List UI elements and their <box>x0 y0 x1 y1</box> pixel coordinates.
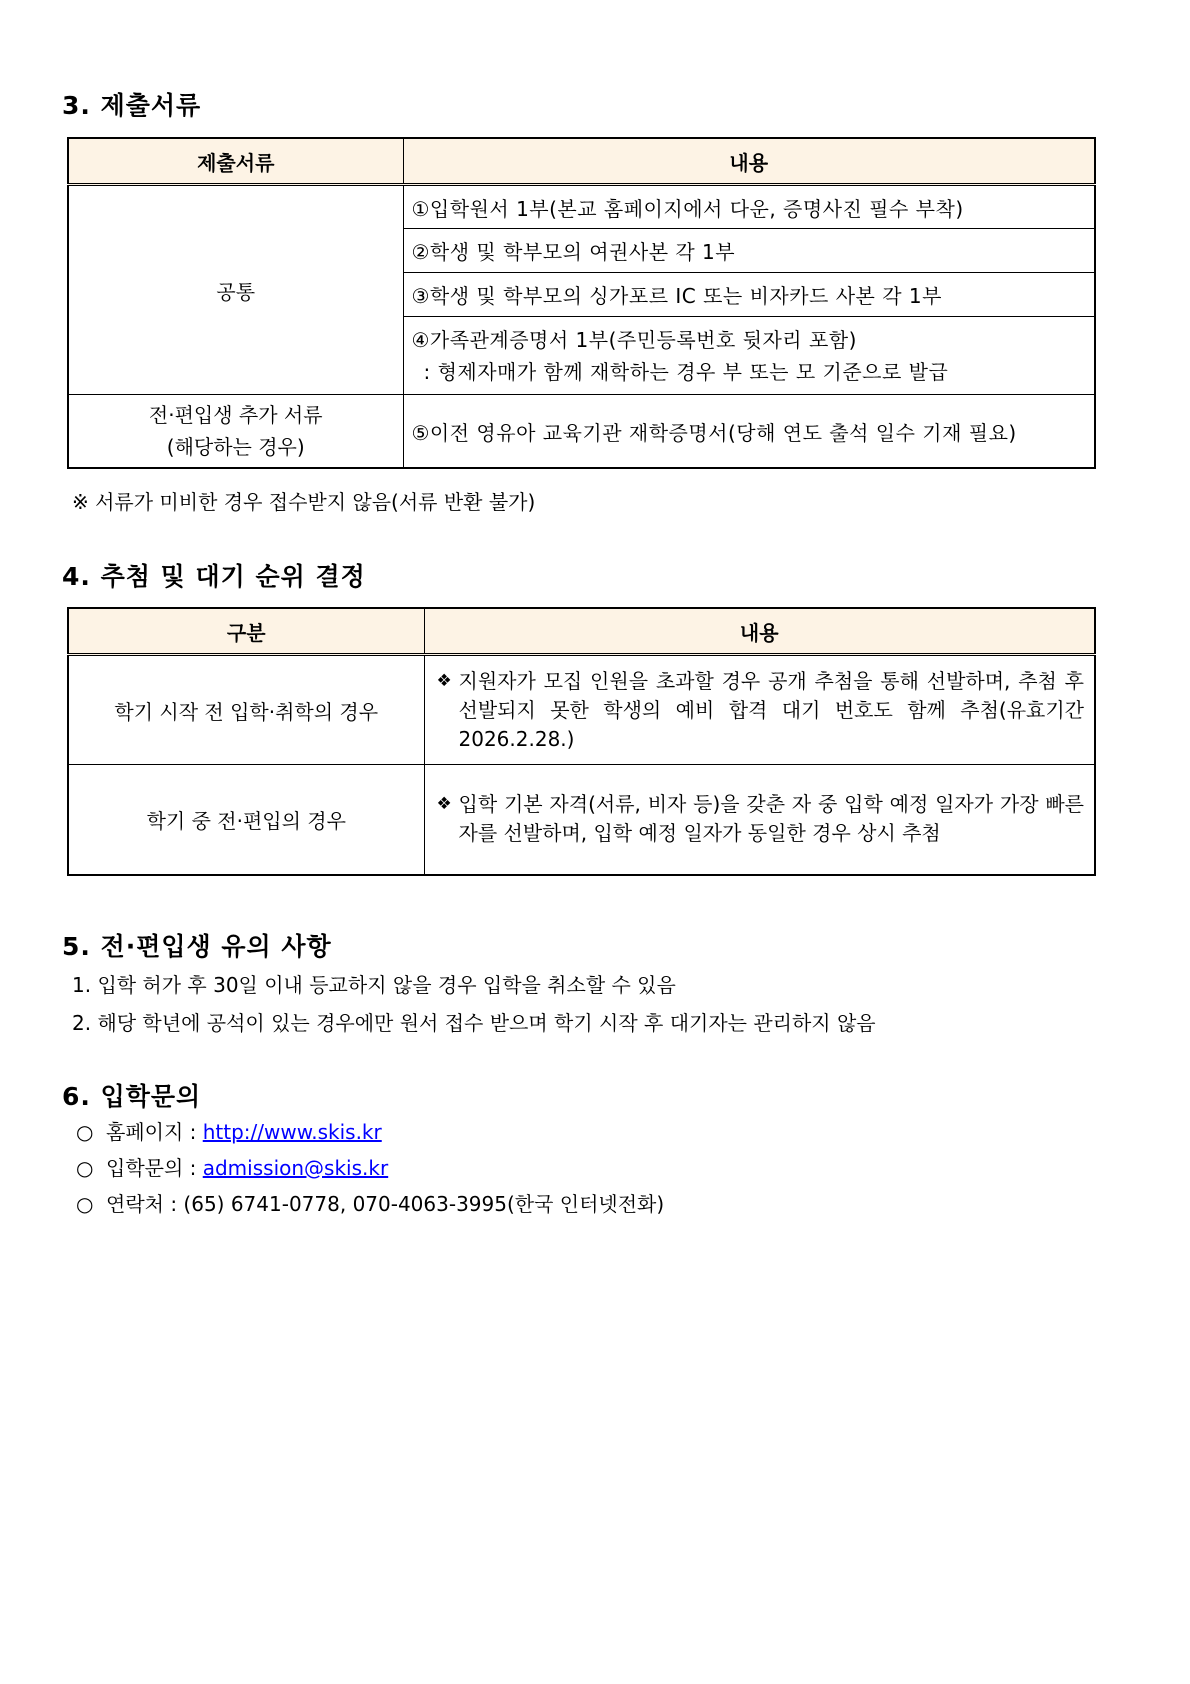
document-item: ③학생 및 학부모의 싱가포르 IC 또는 비자카드 사본 각 1부 <box>403 273 1095 317</box>
diamond-bullet-icon: ❖ <box>436 670 452 691</box>
transfer-label-line: 전·편입생 추가 서류 <box>148 403 323 427</box>
list-item: 1. 입학 허가 후 30일 이내 등교하지 않을 경우 입학을 취소할 수 있음 <box>72 973 676 997</box>
document-item-text: ④가족관계증명서 1부(주민등록번호 뒷자리 포함) <box>411 327 857 352</box>
lottery-text: 지원자가 모집 인원을 초과할 경우 공개 추첨을 통해 선발하며, 추첨 후 선발되지 못한 학생의 예비 합격 대기 번호도 함께 추첨(유효기간 2026.2.28.) <box>458 668 1084 751</box>
circle-bullet-icon: ○ <box>76 1120 94 1144</box>
lottery-category: 학기 시작 전 입학·취학의 경우 <box>68 655 424 765</box>
caution-list <box>72 966 876 1042</box>
table-row <box>68 185 1095 229</box>
transfer-label-line: (해당하는 경우) <box>166 435 305 459</box>
header-documents: 제출서류 <box>68 138 403 185</box>
phone-numbers: (65) 6741-0778, 070-4063-3995(한국 인터넷전화) <box>183 1192 665 1216</box>
circle-bullet-icon: ○ <box>76 1156 94 1180</box>
homepage-link[interactable]: http://www.skis.kr <box>202 1120 382 1144</box>
contact-email <box>76 1150 664 1186</box>
document-item: ⑤이전 영유아 교육기관 재학증명서(당해 연도 출석 일수 기재 필요) <box>403 395 1095 469</box>
section-title-documents: 3. 제출서류 <box>62 91 202 120</box>
header-content: 내용 <box>403 138 1095 185</box>
table-header-row <box>68 138 1095 185</box>
documents-table <box>67 137 1096 469</box>
table-row <box>68 655 1095 765</box>
document-item: ②학생 및 학부모의 여권사본 각 1부 <box>403 229 1095 273</box>
transfer-label <box>68 395 403 469</box>
section-title-caution: 5. 전·편입생 유의 사항 <box>62 932 332 961</box>
section-title-contact: 6. 입학문의 <box>62 1082 202 1111</box>
email-label: 입학문의 : <box>106 1156 203 1180</box>
table-row <box>68 765 1095 875</box>
contact-homepage <box>76 1114 664 1150</box>
table-header-row <box>68 608 1095 655</box>
contact-list <box>76 1114 664 1222</box>
lottery-content <box>424 765 1095 875</box>
document-item: ①입학원서 1부(본교 홈페이지에서 다운, 증명사진 필수 부착) <box>403 185 1095 229</box>
lottery-content <box>424 655 1095 765</box>
homepage-label: 홈페이지 : <box>106 1120 203 1144</box>
phone-label: 연락처 : <box>106 1192 184 1216</box>
contact-phone <box>76 1186 664 1222</box>
header-content: 내용 <box>424 608 1095 655</box>
email-link[interactable]: admission@skis.kr <box>202 1156 389 1180</box>
table-row <box>68 395 1095 469</box>
lottery-table <box>67 607 1096 876</box>
lottery-category: 학기 중 전·편입의 경우 <box>68 765 424 875</box>
common-label: 공통 <box>68 185 403 395</box>
circle-bullet-icon: ○ <box>76 1192 94 1216</box>
diamond-bullet-icon: ❖ <box>436 794 452 815</box>
list-item: 2. 해당 학년에 공석이 있는 경우에만 원서 접수 받으며 학기 시작 후 대기자는 관리하지 않음 <box>72 1011 876 1035</box>
document-item <box>403 317 1095 395</box>
lottery-text: 입학 기본 자격(서류, 비자 등)을 갖춘 자 중 입학 예정 일자가 가장 빠른 자를 선발하며, 입학 예정 일자가 동일한 경우 상시 추첨 <box>458 792 1084 846</box>
document-item-subtext: : 형제자매가 함께 재학하는 경우 부 또는 모 기준으로 발급 <box>423 359 949 384</box>
header-category: 구분 <box>68 608 424 655</box>
documents-note: ※ 서류가 미비한 경우 접수받지 않음(서류 반환 불가) <box>72 490 536 514</box>
section-title-lottery: 4. 추첨 및 대기 순위 결정 <box>62 562 366 591</box>
